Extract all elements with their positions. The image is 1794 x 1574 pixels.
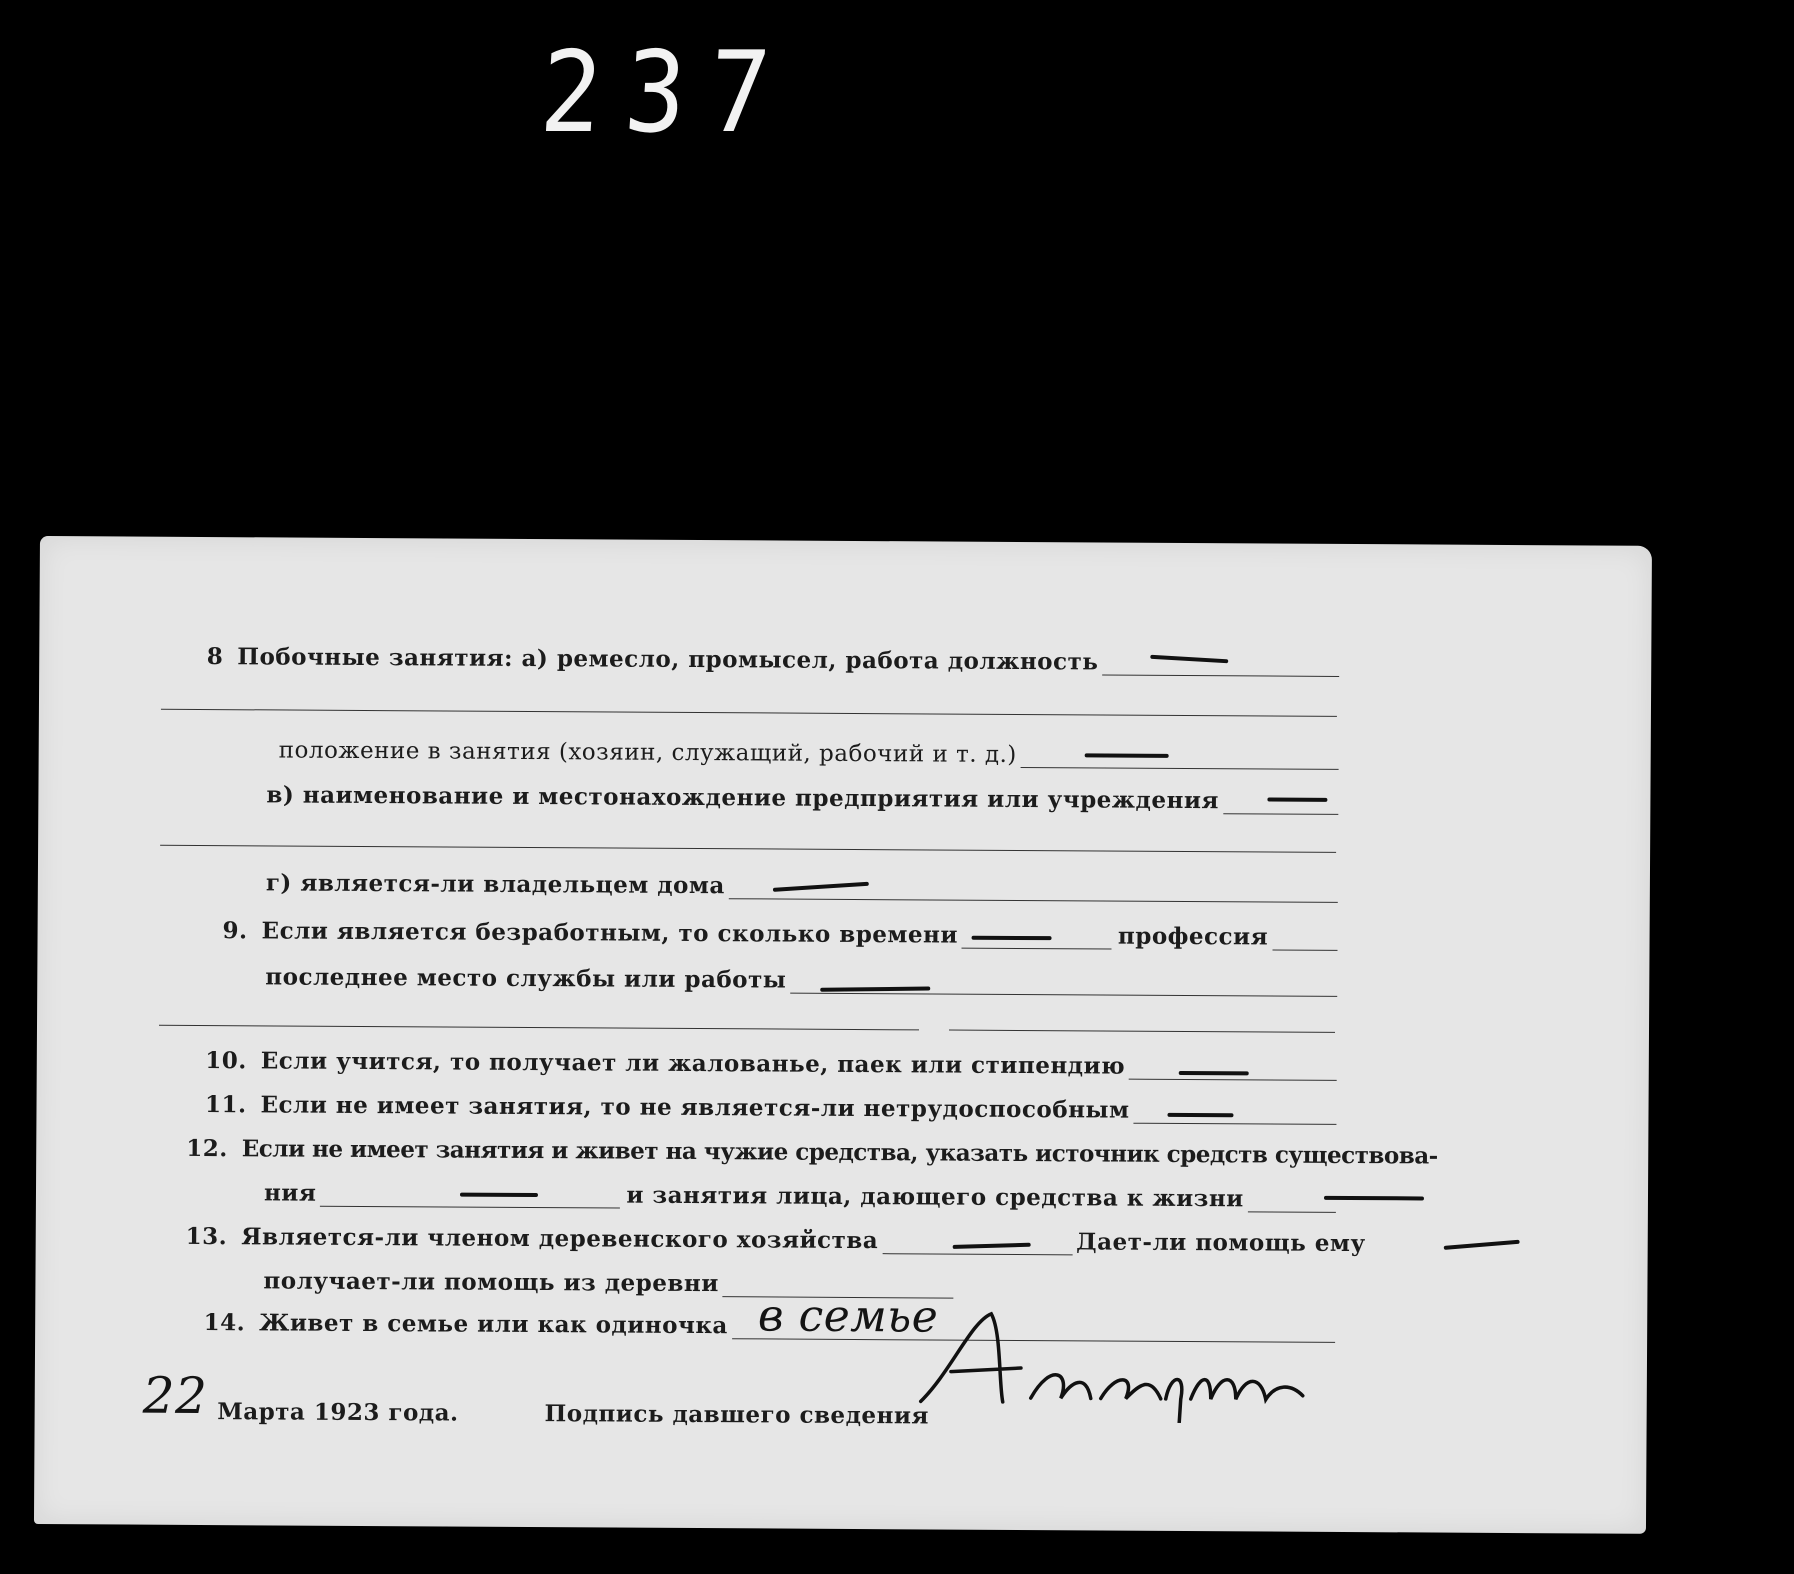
date-day: 22 [142, 1366, 208, 1426]
q8-b-row [279, 737, 1339, 769]
q14-number: 14. [203, 1309, 246, 1337]
frame-number: 237 [536, 28, 798, 158]
q10-label: Если учится, то получает ли жалованье, паек или стипендию [260, 1047, 1126, 1080]
q8-b-answer-line [1021, 749, 1339, 770]
q8-g-row [266, 869, 1338, 903]
q13-label3: получает-ли помощь из деревни [263, 1267, 719, 1298]
q8-b-label: положение в занятия (хозяин, служащий, рабочий и т. д.) [278, 737, 1017, 768]
q12-label2: и занятия лица, дающего средства к жизни [626, 1181, 1244, 1213]
q11-row [186, 1091, 1336, 1125]
q8-v-continuation-line [160, 845, 1336, 853]
q8-row [189, 643, 1339, 677]
q8-label: Побочные занятия: а) ремесло, промысел, работа должность [237, 643, 1099, 676]
q9-row [188, 917, 1338, 951]
q9-last-job-label: последнее место службы или работы [265, 963, 787, 994]
q8-continuation-line [161, 709, 1337, 717]
q8-g-label: г) является-ли владельцем дома [265, 869, 725, 900]
q12-number: 12. [186, 1134, 228, 1163]
signature [911, 1301, 1312, 1423]
q11-number: 11. [204, 1091, 247, 1119]
q9-continuation-line-left [159, 1025, 919, 1031]
q13-number: 13. [185, 1222, 228, 1251]
q9-profession-answer-line [1272, 932, 1338, 951]
q14-answer: в семье [757, 1290, 939, 1343]
q10-row [187, 1047, 1337, 1081]
q12-row [186, 1134, 1438, 1170]
q12-cont-row [264, 1179, 1336, 1213]
q8-number: 8 [206, 643, 224, 671]
signature-label: Подпись давшего сведения [544, 1400, 930, 1430]
date-text: Марта 1923 года. [217, 1398, 459, 1427]
q13-member-answer-line [882, 1235, 1072, 1255]
q12-label-cont: ния [263, 1179, 317, 1207]
q9-last-job-row [265, 963, 1337, 997]
q12-occupation-answer-line [1248, 1193, 1336, 1213]
q10-answer-line [1129, 1061, 1337, 1081]
q8-g-answer-line [729, 880, 1338, 903]
q13-label: Является-ли членом деревенского хозяйства [241, 1223, 879, 1255]
q8-v-label: в) наименование и местонахождение предприятия или учреждения [266, 781, 1220, 815]
q9-last-job-answer-line [790, 975, 1337, 997]
q11-label: Если не имеет занятия, то не является-ли нетрудоспособным [260, 1091, 1130, 1124]
q9-profession-label: профессия [1117, 922, 1269, 951]
q12-source-answer-line [320, 1188, 620, 1209]
q13-label2: Дает-ли помощь ему [1076, 1228, 1366, 1258]
q8-v-row [266, 781, 1338, 815]
census-form-card [34, 536, 1652, 1534]
q14-label: Живет в семье или как одиночка [259, 1309, 728, 1340]
q8-a-answer-line [1102, 656, 1339, 676]
q10-number: 10. [205, 1047, 247, 1075]
q9-number: 9. [222, 917, 248, 945]
q12-label: Если не имеет занятия и живет на чужие средства, указать источник средств существова- [241, 1135, 1438, 1170]
q9-time-answer-line [962, 930, 1112, 950]
q9-label: Если является безработным, то сколько времени [261, 917, 959, 949]
q8-v-answer-line [1223, 795, 1339, 815]
q13-row [185, 1222, 1366, 1258]
q11-answer-line [1133, 1105, 1336, 1125]
q9-continuation-line-right [949, 1030, 1335, 1033]
